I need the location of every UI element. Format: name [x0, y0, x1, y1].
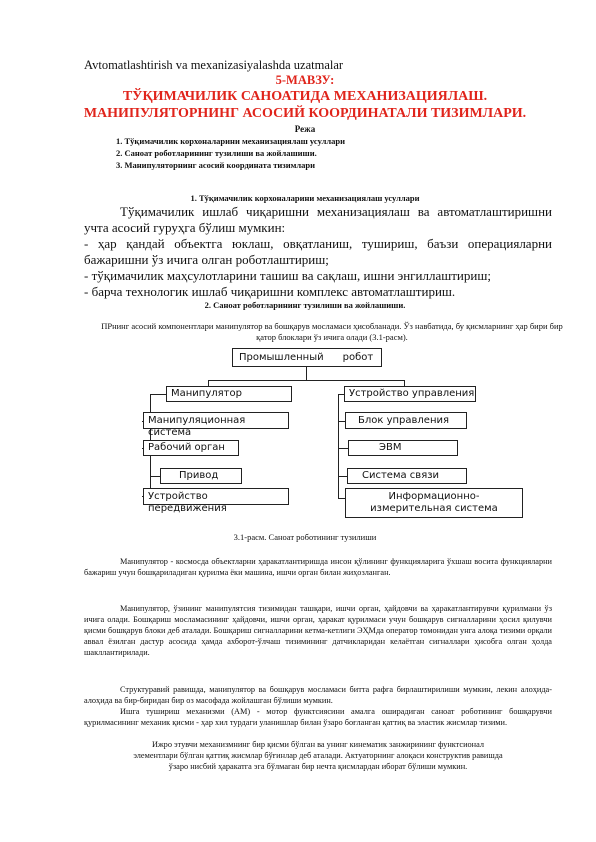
- diagram-left-item: Рабочий орган: [143, 440, 239, 456]
- diagram-right-item: Блок управления: [345, 412, 467, 429]
- section1-line: - барча технологик ишлаб чиқаришни комплекс автоматлаштириш.: [84, 284, 456, 299]
- paragraph-text: Ишга тушириш механизми (АМ) - мотор функтсиясини амалга оширадиган саноат роботининг бошқарувчи қурилмасининг механик қисми - ҳар хил турдаги уланишлар билан ўзаро боғланган қаттиқ ва эластик жисмлар тизими.: [84, 707, 552, 727]
- plan-item: 3. Манипуляторнинг асосий координата тизимлари: [116, 160, 316, 170]
- diagram-right-head: Устройство управления: [344, 386, 476, 402]
- paragraph: [84, 556, 552, 578]
- paragraph-text: Структуравий равишда, манипулятор ва бошқарув мосламаси битта рафга бирлаштирилиши мумкин, лекин алоҳида-алоҳида ва бир-биридан бир оз масофада жойлашган бўлиши мумкин.: [84, 685, 552, 705]
- diagram-right-item: Система связи: [347, 468, 467, 484]
- page-header: Avtomatlashtirish va mexanizasiyalashda uzatmalar: [84, 58, 344, 72]
- diagram-left-item: Привод: [160, 468, 242, 484]
- title-line-2: МАНИПУЛЯТОРНИНГ АСОСИЙ КООРДИНАТАЛИ ТИЗИМЛАРИ.: [83, 106, 527, 121]
- diagram-right-item: ЭВМ: [348, 440, 458, 456]
- closing-lines: [84, 739, 552, 772]
- closing-line: Ижро этувчи механизмнинг бир қисми бўлган ва унинг кинематик занжирининг функтсионал: [151, 740, 485, 749]
- section1-body: [84, 204, 552, 300]
- diagram-right-item: Информационно-измерительная система: [345, 488, 523, 518]
- section1-line: Тўқимачилик ишлаб чиқаришни механизациялаш ва автоматлаштиришни учта асосий гуруҳга бўлиш мумкин:: [84, 204, 552, 235]
- plan-heading: Режа: [294, 124, 316, 134]
- diagram-left-head: Манипулятор: [166, 386, 292, 402]
- section1-line: - ҳар қандай объектга юклаш, овқатланиш, тушириш, баъзи операцияларни бажаришни ўз ичига олган роботлаштириш;: [84, 236, 552, 267]
- diagram-left-item: Устройство передвижения: [143, 488, 289, 505]
- closing-line: ўзаро нисбий ҳаракатга эга бўлмаган бир нечта қисмлардан иборат бўлиши мумкин.: [168, 762, 468, 771]
- paragraph: [84, 684, 552, 706]
- paragraph-text: Манипулятор - космосда объектларни ҳаракатлантиришда инсон қўлининг функцияларига ўхшаш восита функцияларни бажариш учун бошқариладиган қурилма ёки машина, ишчи орган билан жиҳозланган.: [84, 557, 552, 577]
- closing-line: элементлари бўлган қаттиқ жисмлар бўғинлар деб аталади. Актуаторнинг алоқаси конструктив равишда: [133, 751, 503, 760]
- diagram-root-box: Промышленный робот: [232, 348, 382, 367]
- section1-heading: 1. Тўқимачилик корхоналарини механизациялаш усуллари: [190, 193, 420, 203]
- plan-item: 1. Тўқимачилик корхоналарини механизациялаш усуллари: [116, 136, 346, 146]
- diagram-left-item: Манипуляционная система: [143, 412, 289, 429]
- paragraph-text: Манипулятор, ўзининг манипулятсия тизимидан ташқари, ишчи орган, ҳайдовчи ва ҳаракатлантирувчи қурилмани ўз ичига олади. Бошқариш мосламасининг ҳайдовчи, ишчи орган, ҳаракат қурилмаси учун бошқарув сигналларини ҳосил қилувчи қисми бошқарув блоки деб аталади. Бошқариш сигналларини кетма-кетлиги ЭҲМда оператор томонидан унга алоқа тизими орқали аввал ёзилган дастур асосида ҳамда ахборот-ўлчаш тизимининг датчикларидан келаётган сигналлари ҳисобга олган ҳолда шакллантирилади.: [84, 604, 552, 657]
- paragraph: [84, 706, 552, 728]
- figure-caption: 3.1-расм. Саноат роботининг тузилиши: [233, 532, 377, 542]
- plan-list: [116, 135, 345, 171]
- paragraph: [84, 603, 552, 658]
- section1-line: - тўқимачилик маҳсулотларини ташиш ва сақлаш, ишни энгиллаштириш;: [84, 268, 491, 283]
- section2-heading: 2. Саноат роботларининг тузилиши ва жойлашиши.: [204, 300, 406, 310]
- plan-item: 2. Саноат роботларининг тузилиши ва жойлашиши.: [116, 148, 317, 158]
- topic-number: 5-МАВЗУ:: [275, 73, 335, 87]
- title-line-1: ТЎҚИМАЧИЛИК САНОАТИДА МЕХАНИЗАЦИЯЛАШ.: [122, 89, 488, 104]
- section2-intro: ПРнинг асосий компонентлари манипулятор ва бошқарув мосламаси ҳисобланади. Ўз навбатида, бу қисмларнинг ҳар бири бир қатор блоклари ўз ичига олади (3.1-расм).: [101, 321, 563, 342]
